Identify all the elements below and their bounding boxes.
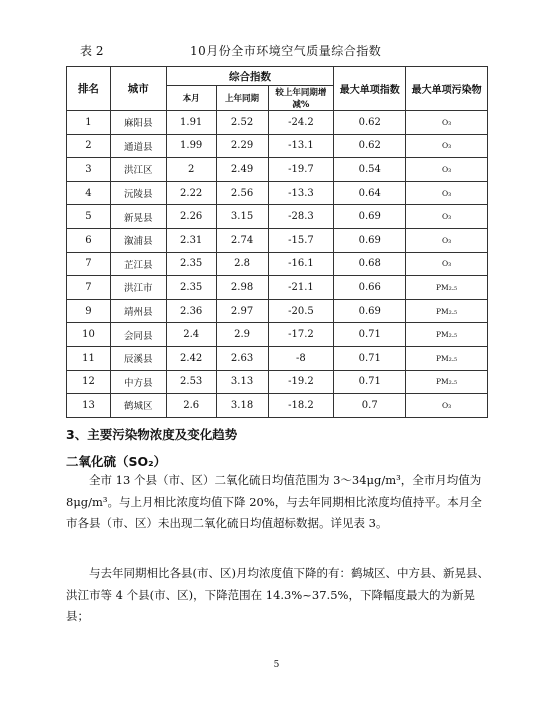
rank-cell: 7 <box>67 276 111 300</box>
rank-cell: 3 <box>67 158 111 182</box>
city-cell: 洪江区 <box>110 158 166 182</box>
max-index-cell: 0.54 <box>334 158 406 182</box>
city-cell: 洪江市 <box>110 276 166 300</box>
max-index-cell: 0.66 <box>334 276 406 300</box>
rank-cell: 13 <box>67 394 111 418</box>
table-row <box>67 323 488 347</box>
pollutant-cell: PM₂.₅ <box>406 370 488 394</box>
rank-cell: 4 <box>67 181 111 205</box>
this-month-cell: 2.53 <box>166 370 216 394</box>
table-row <box>67 346 488 370</box>
last-year-cell: 2.56 <box>216 181 268 205</box>
max-index-cell: 0.71 <box>334 323 406 347</box>
max-index-cell: 0.68 <box>334 252 406 276</box>
city-cell: 鹤城区 <box>110 394 166 418</box>
change-cell: -17.2 <box>268 323 334 347</box>
so2-subheading: 二氧化硫（SO₂） <box>66 454 167 469</box>
table-row <box>67 205 488 229</box>
section-heading: 3、主要污染物浓度及变化趋势 <box>66 427 238 442</box>
table-row <box>67 181 488 205</box>
pollutant-cell: O₃ <box>406 134 488 158</box>
pollutant-cell: PM₂.₅ <box>406 276 488 300</box>
last-year-cell: 2.74 <box>216 228 268 252</box>
change-cell: -28.3 <box>268 205 334 229</box>
last-year-cell: 3.15 <box>216 205 268 229</box>
table-row <box>67 158 488 182</box>
this-month-cell: 2.35 <box>166 252 216 276</box>
last-year-cell: 2.98 <box>216 276 268 300</box>
header-composite: 综合指数 <box>166 67 334 86</box>
header-change: 较上年同期增减% <box>268 86 334 111</box>
city-cell: 麻阳县 <box>110 111 166 135</box>
pollutant-cell: PM₂.₅ <box>406 346 488 370</box>
rank-cell: 10 <box>67 323 111 347</box>
max-index-cell: 0.62 <box>334 134 406 158</box>
pollutant-cell: O₃ <box>406 158 488 182</box>
table-row <box>67 276 488 300</box>
change-cell: -8 <box>268 346 334 370</box>
pollutant-cell: O₃ <box>406 394 488 418</box>
change-cell: -18.2 <box>268 394 334 418</box>
max-index-cell: 0.69 <box>334 205 406 229</box>
header-rank: 排名 <box>67 67 111 111</box>
header-this-month: 本月 <box>166 86 216 111</box>
rank-cell: 12 <box>67 370 111 394</box>
table-row <box>67 394 488 418</box>
this-month-cell: 2.42 <box>166 346 216 370</box>
this-month-cell: 2.35 <box>166 276 216 300</box>
city-cell: 新晃县 <box>110 205 166 229</box>
rank-cell: 1 <box>67 111 111 135</box>
page-number: 5 <box>273 660 280 670</box>
max-index-cell: 0.71 <box>334 370 406 394</box>
table-body <box>67 111 488 418</box>
this-month-cell: 2.36 <box>166 299 216 323</box>
paragraph-1: 全市 13 个县（市、区）二氧化硫日均值范围为 3～34μg/m³，全市月均值为 8μg/m³。与上月相比浓度均值下降 20%，与去年同期相比浓度均值持平。本月全市各县（市、区）未出现二氧化硫日均值超标数据。详见表 3。 <box>66 473 482 530</box>
table-caption <box>70 42 490 59</box>
table-row <box>67 111 488 135</box>
rank-cell: 5 <box>67 205 111 229</box>
header-last-year: 上年同期 <box>216 86 268 111</box>
change-cell: -19.7 <box>268 158 334 182</box>
city-cell: 溆浦县 <box>110 228 166 252</box>
pollutant-cell: O₃ <box>406 205 488 229</box>
change-cell: -21.1 <box>268 276 334 300</box>
pollutant-cell: O₃ <box>406 252 488 276</box>
this-month-cell: 2.26 <box>166 205 216 229</box>
table-number: 表 2 <box>80 44 104 58</box>
header-max-pollutant: 最大单项污染物 <box>406 67 488 111</box>
table-row <box>67 134 488 158</box>
this-month-cell: 2 <box>166 158 216 182</box>
change-cell: -20.5 <box>268 299 334 323</box>
pollutant-cell: PM₂.₅ <box>406 299 488 323</box>
table-row <box>67 228 488 252</box>
last-year-cell: 3.18 <box>216 394 268 418</box>
change-cell: -13.3 <box>268 181 334 205</box>
this-month-cell: 1.91 <box>166 111 216 135</box>
change-cell: -15.7 <box>268 228 334 252</box>
change-cell: -16.1 <box>268 252 334 276</box>
rank-cell: 2 <box>67 134 111 158</box>
max-index-cell: 0.7 <box>334 394 406 418</box>
last-year-cell: 2.52 <box>216 111 268 135</box>
city-cell: 通道县 <box>110 134 166 158</box>
max-index-cell: 0.62 <box>334 111 406 135</box>
this-month-cell: 2.22 <box>166 181 216 205</box>
header-city: 城市 <box>110 67 166 111</box>
last-year-cell: 2.63 <box>216 346 268 370</box>
pollutant-cell: O₃ <box>406 228 488 252</box>
last-year-cell: 3.13 <box>216 370 268 394</box>
rank-cell: 6 <box>67 228 111 252</box>
city-cell: 中方县 <box>110 370 166 394</box>
last-year-cell: 2.29 <box>216 134 268 158</box>
max-index-cell: 0.64 <box>334 181 406 205</box>
this-month-cell: 2.4 <box>166 323 216 347</box>
this-month-cell: 2.31 <box>166 228 216 252</box>
this-month-cell: 1.99 <box>166 134 216 158</box>
last-year-cell: 2.9 <box>216 323 268 347</box>
pollutant-cell: O₃ <box>406 111 488 135</box>
pollutant-cell: PM₂.₅ <box>406 323 488 347</box>
last-year-cell: 2.97 <box>216 299 268 323</box>
air-quality-table <box>66 66 488 418</box>
city-cell: 会同县 <box>110 323 166 347</box>
header-max-index: 最大单项指数 <box>334 67 406 111</box>
table-row <box>67 252 488 276</box>
table-row <box>67 299 488 323</box>
city-cell: 沅陵县 <box>110 181 166 205</box>
max-index-cell: 0.71 <box>334 346 406 370</box>
last-year-cell: 2.49 <box>216 158 268 182</box>
max-index-cell: 0.69 <box>334 299 406 323</box>
paragraph-2: 与去年同期相比各县(市、区)月均浓度值下降的有：鹤城区、中方县、新晃县、洪江市等 4 个县(市、区)，下降范围在 14.3%~37.5%，下降幅度最大的为新晃县； <box>66 566 489 623</box>
rank-cell: 11 <box>67 346 111 370</box>
rank-cell: 9 <box>67 299 111 323</box>
city-cell: 靖州县 <box>110 299 166 323</box>
city-cell: 芷江县 <box>110 252 166 276</box>
change-cell: -19.2 <box>268 370 334 394</box>
this-month-cell: 2.6 <box>166 394 216 418</box>
pollutant-cell: O₃ <box>406 181 488 205</box>
table-title: 10月份全市环境空气质量综合指数 <box>190 44 382 58</box>
last-year-cell: 2.8 <box>216 252 268 276</box>
change-cell: -24.2 <box>268 111 334 135</box>
city-cell: 辰溪县 <box>110 346 166 370</box>
max-index-cell: 0.69 <box>334 228 406 252</box>
table-row <box>67 370 488 394</box>
change-cell: -13.1 <box>268 134 334 158</box>
rank-cell: 7 <box>67 252 111 276</box>
